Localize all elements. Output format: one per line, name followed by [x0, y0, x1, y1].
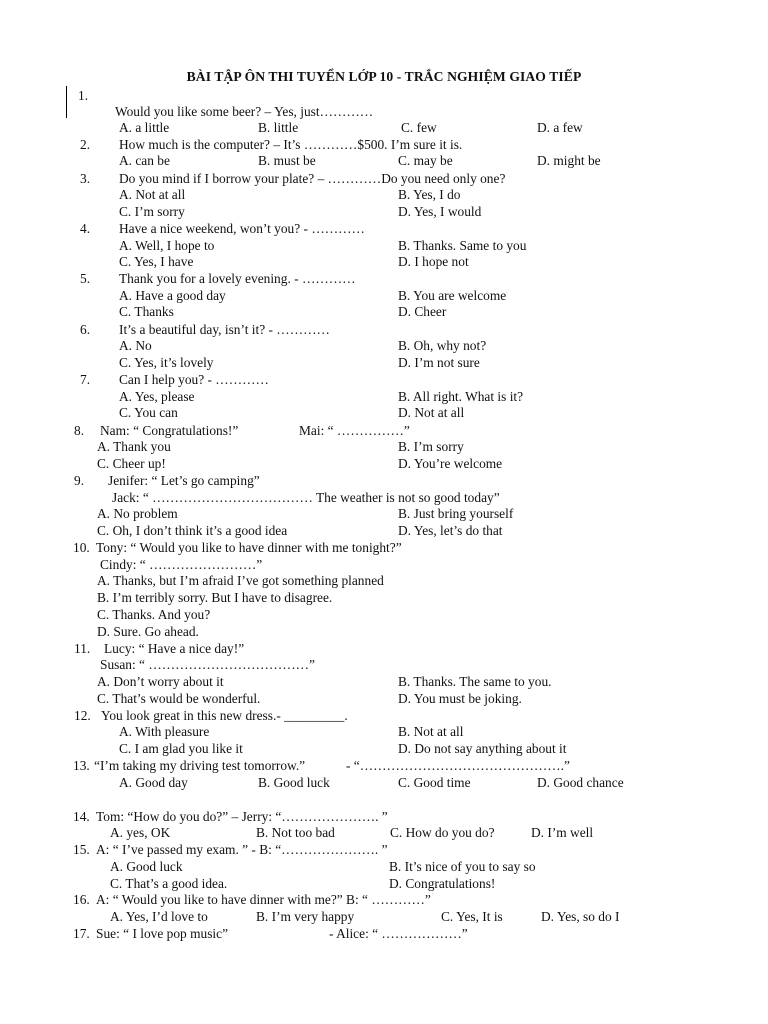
option-a: A. can be [119, 153, 170, 168]
question-reply: Cindy: “ ……………………” [100, 557, 263, 572]
option-b: B. I’m very happy [256, 909, 355, 924]
text-cursor [66, 86, 67, 118]
document-title: BÀI TẬP ÔN THI TUYỂN LỚP 10 - TRẮC NGHIỆM GIAO TIẾP [186, 69, 582, 84]
question-stem: How much is the computer? – It’s …………$500. I’m sure it is. [119, 137, 463, 152]
question-stem: Tony: “ Would you like to have dinner with me tonight?” [96, 540, 402, 555]
question-stem: Can I help you? - ………… [119, 372, 269, 387]
option-c: C. Oh, I don’t think it’s a good idea [97, 523, 288, 538]
option-d: D. Sure. Go ahead. [97, 624, 199, 639]
option-a: A. Have a good day [119, 288, 226, 303]
option-c: C. I’m sorry [119, 204, 185, 219]
option-d: D. I’m well [531, 825, 594, 840]
option-c: C. Cheer up! [97, 456, 166, 471]
option-d: D. Congratulations! [389, 876, 496, 891]
option-c: C. I am glad you like it [119, 741, 243, 756]
option-a: A. No [119, 338, 152, 353]
question-reply: Mai: “ ……………” [299, 423, 410, 438]
option-a: A. Don’t worry about it [97, 674, 224, 689]
option-b: B. little [258, 120, 299, 135]
option-a: A. Well, I hope to [119, 238, 215, 253]
option-b: B. All right. What is it? [398, 389, 524, 404]
question-number: 1. [78, 88, 89, 103]
option-a: A. No problem [97, 506, 178, 521]
option-d: D. Do not say anything about it [398, 741, 567, 756]
option-d: D. I’m not sure [398, 355, 480, 370]
option-a: A. a little [119, 120, 170, 135]
question-stem: Do you mind if I borrow your plate? – …………Do you need only one? [119, 171, 506, 186]
option-c: C. Thanks. And you? [97, 607, 211, 622]
option-b: B. Thanks. The same to you. [398, 674, 552, 689]
question-stem: Sue: “ I love pop music” [96, 926, 229, 941]
question-stem: It’s a beautiful day, isn’t it? - ………… [119, 322, 330, 337]
option-a: A. Yes, please [119, 389, 195, 404]
option-c: C. You can [119, 405, 178, 420]
option-b: B. I’m terribly sorry. But I have to disagree. [97, 590, 333, 605]
question-number: 16. [73, 892, 90, 907]
question-number: 11. [74, 641, 91, 656]
option-d: D. Not at all [398, 405, 465, 420]
option-c: C. That’s a good idea. [110, 876, 228, 891]
question-number: 13. [73, 758, 90, 773]
option-b: B. Not too bad [256, 825, 335, 840]
option-a: A. Not at all [119, 187, 186, 202]
question-reply: - Alice: “ ………………” [329, 926, 468, 941]
option-d: D. might be [537, 153, 601, 168]
option-c: C. Good time [398, 775, 471, 790]
option-b: B. Thanks. Same to you [398, 238, 527, 253]
question-stem: Jenifer: “ Let’s go camping” [108, 473, 260, 488]
question-number: 14. [73, 809, 90, 824]
question-number: 6. [80, 322, 91, 337]
option-b: B. must be [258, 153, 316, 168]
question-stem: Have a nice weekend, won’t you? - ………… [119, 221, 365, 236]
question-number: 17. [73, 926, 90, 941]
option-a: A. With pleasure [119, 724, 210, 739]
option-d: D. Yes, so do I [541, 909, 620, 924]
option-c: C. Yes, it’s lovely [119, 355, 214, 370]
question-reply: Susan: “ ………………………………” [100, 657, 315, 672]
option-d: D. You’re welcome [398, 456, 503, 471]
question-number: 2. [80, 137, 91, 152]
option-b: B. I’m sorry [398, 439, 464, 454]
option-b: B. Not at all [398, 724, 464, 739]
option-b: B. It’s nice of you to say so [389, 859, 536, 874]
question-reply: Jack: “ ……………………………… The weather is not so good today” [112, 490, 500, 505]
question-stem: A: “ Would you like to have dinner with me?” B: “ …………” [96, 892, 431, 907]
option-a: A. Good luck [110, 859, 183, 874]
option-d: D. Good chance [537, 775, 624, 790]
option-b: B. You are welcome [398, 288, 507, 303]
option-c: C. Yes, I have [119, 254, 194, 269]
question-stem: A: “ I’ve passed my exam. ” - B: “…………………. ” [96, 842, 388, 857]
question-stem: You look great in this new dress.- _________. [101, 708, 348, 723]
option-b: B. Oh, why not? [398, 338, 487, 353]
option-d: D. Yes, I would [398, 204, 482, 219]
option-c: C. That’s would be wonderful. [97, 691, 261, 706]
option-b: B. Good luck [258, 775, 330, 790]
question-number: 7. [80, 372, 91, 387]
option-c: C. few [401, 120, 437, 135]
question-number: 15. [73, 842, 90, 857]
question-number: 10. [73, 540, 90, 555]
question-stem: Nam: “ Congratulations!” [100, 423, 239, 438]
option-a: A. Thank you [97, 439, 171, 454]
option-c: C. may be [398, 153, 453, 168]
option-a: A. yes, OK [110, 825, 171, 840]
question-number: 3. [80, 171, 91, 186]
question-stem: Tom: “How do you do?” – Jerry: “…………………. ” [96, 809, 388, 824]
option-d: D. I hope not [398, 254, 469, 269]
option-b: B. Just bring yourself [398, 506, 514, 521]
question-number: 12. [74, 708, 91, 723]
option-d: D. Cheer [398, 304, 447, 319]
question-number: 9. [74, 473, 85, 488]
question-number: 5. [80, 271, 91, 286]
option-c: C. Thanks [119, 304, 174, 319]
option-b: B. Yes, I do [398, 187, 461, 202]
question-number: 8. [74, 423, 85, 438]
question-stem: Would you like some beer? – Yes, just………… [115, 104, 374, 119]
question-number: 4. [80, 221, 91, 236]
option-a: A. Thanks, but I’m afraid I’ve got something planned [97, 573, 384, 588]
option-d: D. Yes, let’s do that [398, 523, 503, 538]
option-c: C. How do you do? [390, 825, 495, 840]
option-d: D. a few [537, 120, 583, 135]
question-stem: Lucy: “ Have a nice day!” [104, 641, 245, 656]
question-reply: - “……………………………………….” [346, 758, 570, 773]
option-a: A. Good day [119, 775, 188, 790]
option-c: C. Yes, It is [441, 909, 503, 924]
question-stem: “I’m taking my driving test tomorrow.” [94, 758, 306, 773]
question-stem: Thank you for a lovely evening. - ………… [119, 271, 356, 286]
option-d: D. You must be joking. [398, 691, 522, 706]
option-a: A. Yes, I’d love to [110, 909, 208, 924]
